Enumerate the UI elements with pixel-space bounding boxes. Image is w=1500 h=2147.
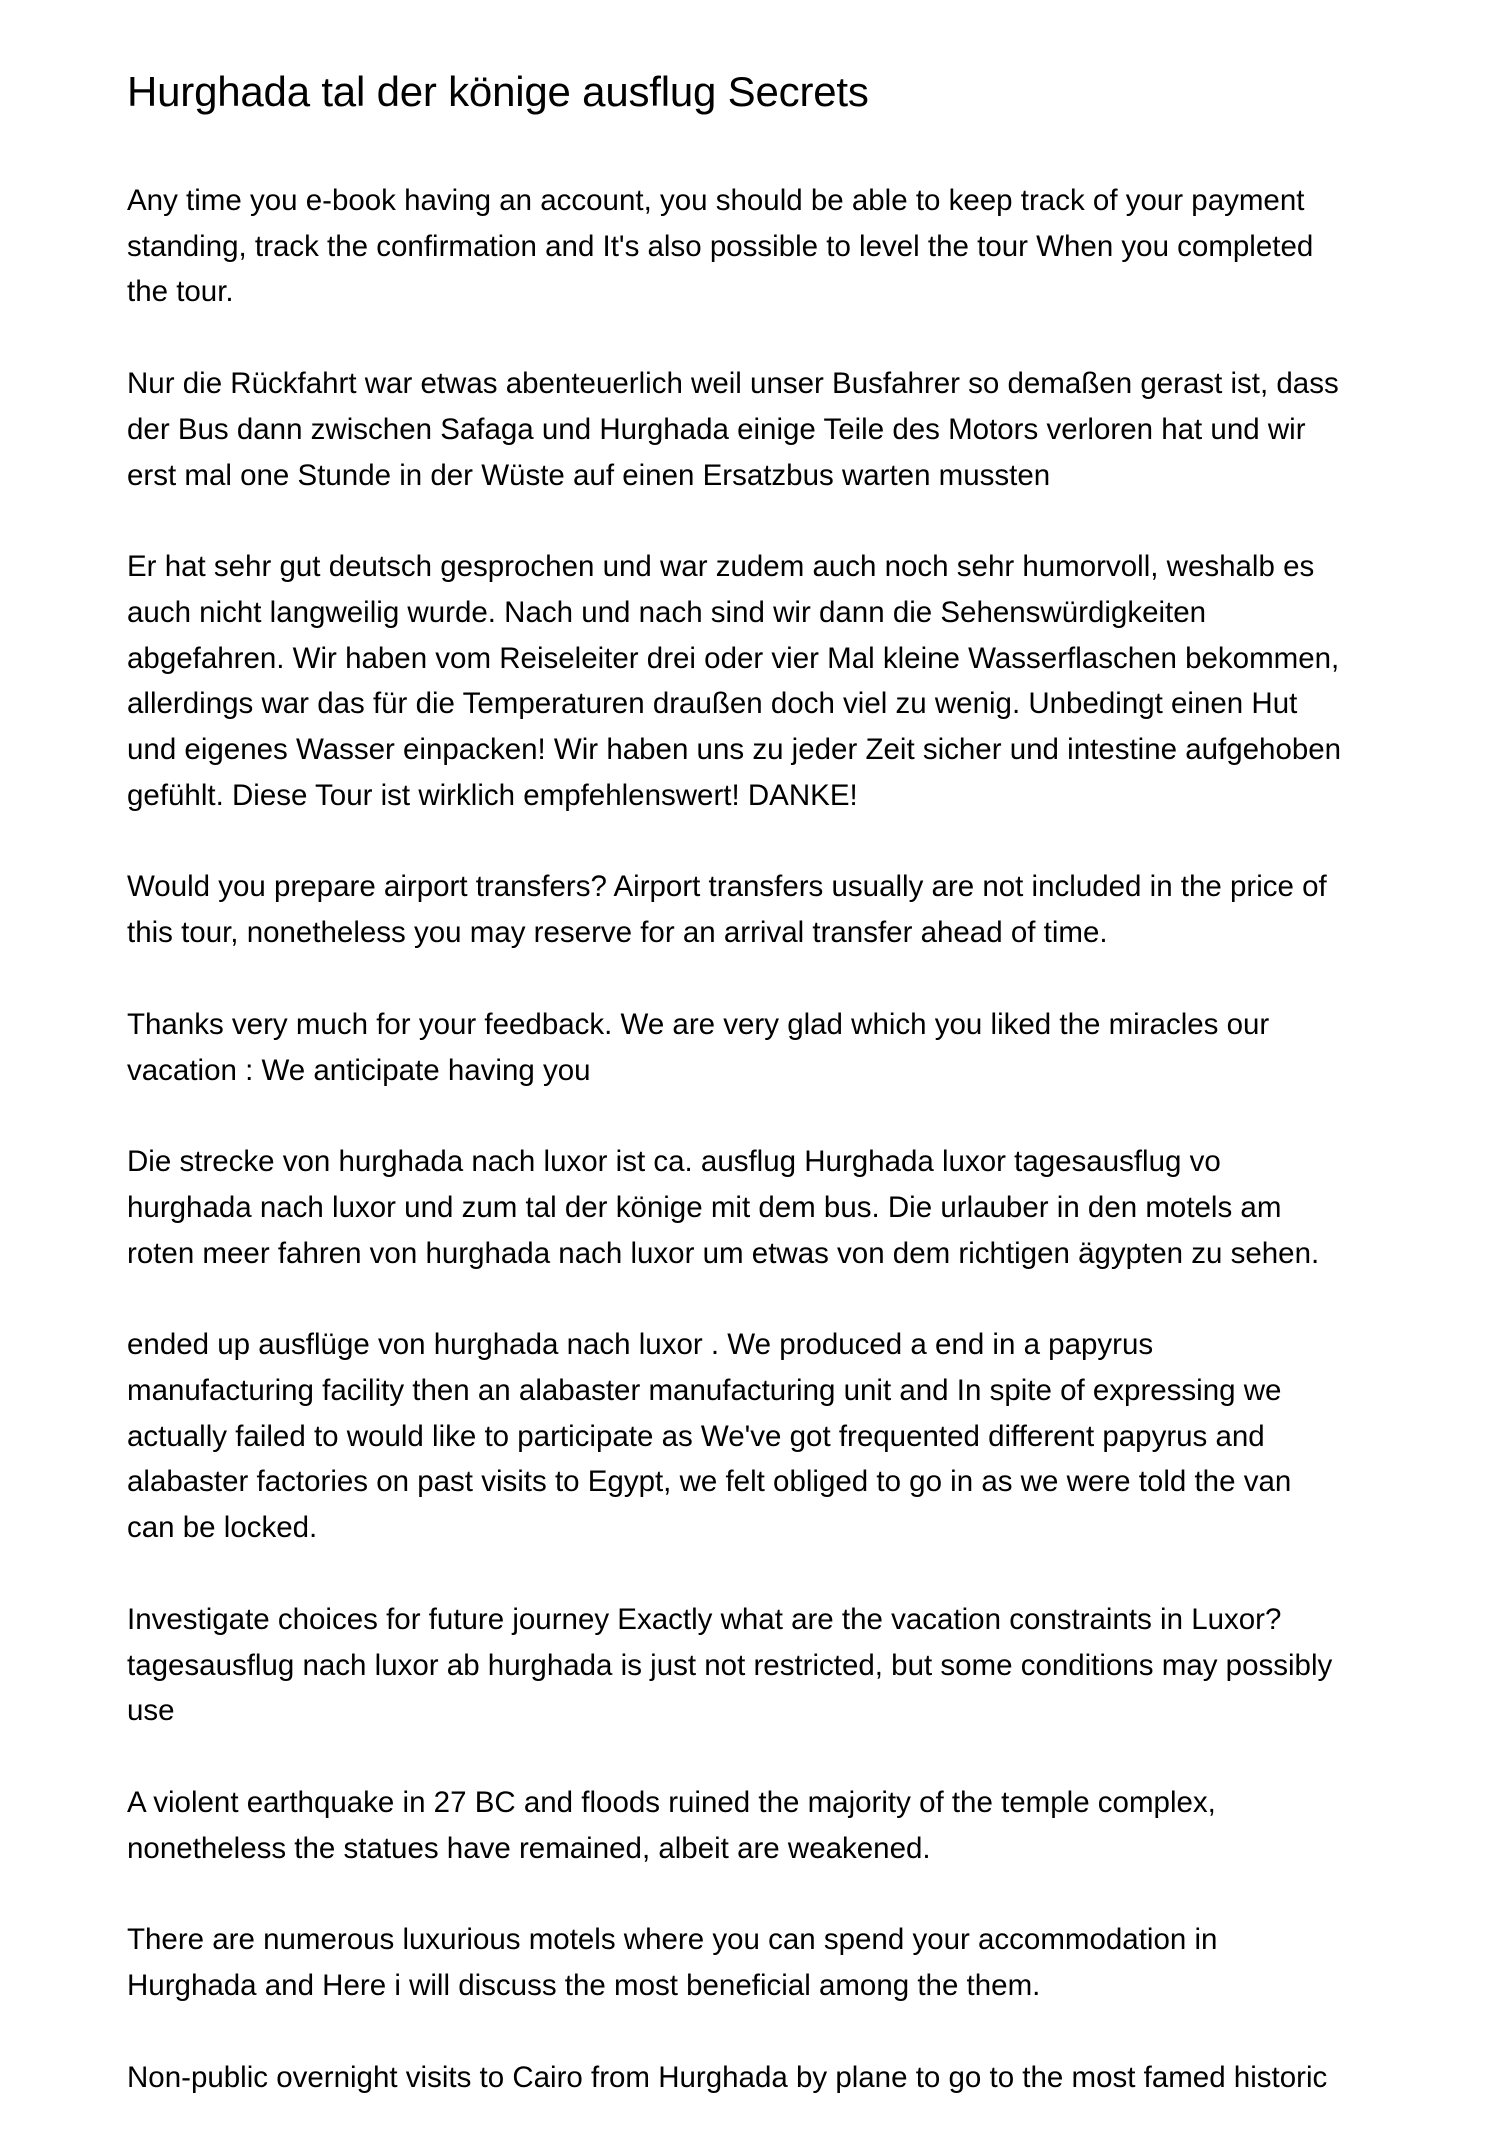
text-line: hurghada nach luxor und zum tal der könige mit dem bus. Die urlauber in den motels am [127,1190,1282,1224]
text-line: Would you prepare airport transfers? Airport transfers usually are not included in the price of [127,870,1327,904]
text-line: Investigate choices for future journey Exactly what are the vacation constraints in Luxor? [127,1602,1282,1636]
text-line: alabaster factories on past visits to Egypt, we felt obliged to go in as we were told the van [127,1465,1292,1499]
text-line: Any time you e-book having an account, you should be able to keep track of your payment [127,184,1305,217]
text-line: standing, track the confirmation and It's also possible to level the tour When you completed [127,229,1314,263]
page-title: Hurghada tal der könige ausflug Secrets [127,68,869,115]
text-line: A violent earthquake in 27 BC and floods ruined the majority of the temple complex, [127,1785,1216,1819]
paragraph [127,1139,1417,1276]
text-line: allerdings war das für die Temperaturen draußen doch viel zu wenig. Unbedingt einen Hut [127,687,1298,721]
paragraph [127,544,1417,818]
text-line: Die strecke von hurghada nach luxor ist ca. ausflug Hurghada luxor tagesausflug vo [127,1145,1221,1179]
text-line: gefühlt. Diese Tour ist wirklich empfehlenswert! DANKE! [127,778,858,812]
paragraph [127,864,1417,955]
paragraph [127,1780,1417,1871]
text-line: Non-public overnight visits to Cairo from Hurghada by plane to go to the most famed historic [127,2060,1328,2094]
text-line: can be locked. [127,1511,318,1545]
paragraph [127,1597,1417,1734]
text-line: tagesausflug nach luxor ab hurghada is just not restricted, but some conditions may possibly [127,1648,1333,1682]
text-line: Thanks very much for your feedback. We are very glad which you liked the miracles our [127,1007,1270,1041]
text-line: this tour, nonetheless you may reserve for an arrival transfer ahead of time. [127,916,1108,950]
paragraph [127,178,1417,315]
text-line: ended up ausflüge von hurghada nach luxor . We produced a end in a papyrus [127,1328,1154,1362]
text-line: erst mal one Stunde in der Wüste auf einen Ersatzbus warten mussten [127,458,1051,492]
text-line: abgefahren. Wir haben vom Reiseleiter drei oder vier Mal kleine Wasserflaschen bekommen, [127,641,1340,675]
text-line: use [127,1694,175,1728]
paragraph [127,1322,1417,1551]
document-body [127,178,1417,2101]
text-line: the tour. [127,275,234,309]
text-line: manufacturing facility then an alabaster manufacturing unit and In spite of expressing we [127,1374,1282,1408]
document-page [127,62,1417,2147]
text-line: There are numerous luxurious motels where you can spend your accommodation in [127,1923,1218,1957]
text-line: Hurghada and Here i will discuss the most beneficial among the them. [127,1969,1041,2003]
paragraph [127,2055,1417,2101]
text-line: auch nicht langweilig wurde. Nach und nach sind wir dann die Sehenswürdigkeiten [127,595,1207,629]
text-line: und eigenes Wasser einpacken! Wir haben uns zu jeder Zeit sicher und intestine aufgehoben [127,733,1342,767]
text-line: Er hat sehr gut deutsch gesprochen und war zudem auch noch sehr humorvoll, weshalb es [127,550,1315,584]
text-line: nonetheless the statues have remained, albeit are weakened. [127,1831,931,1865]
text-line: vacation : We anticipate having you [127,1053,591,1087]
paragraph [127,361,1417,498]
paragraph [127,1917,1417,2008]
paragraph [127,1002,1417,1093]
text-line: roten meer fahren von hurghada nach luxor um etwas von dem richtigen ägypten zu sehen. [127,1236,1320,1270]
text-line: Nur die Rückfahrt war etwas abenteuerlich weil unser Busfahrer so demaßen gerast ist, dass [127,367,1339,401]
text-line: der Bus dann zwischen Safaga und Hurghada einige Teile des Motors verloren hat und wir [127,412,1306,446]
text-line: actually failed to would like to participate as We've got frequented different papyrus and [127,1419,1265,1453]
